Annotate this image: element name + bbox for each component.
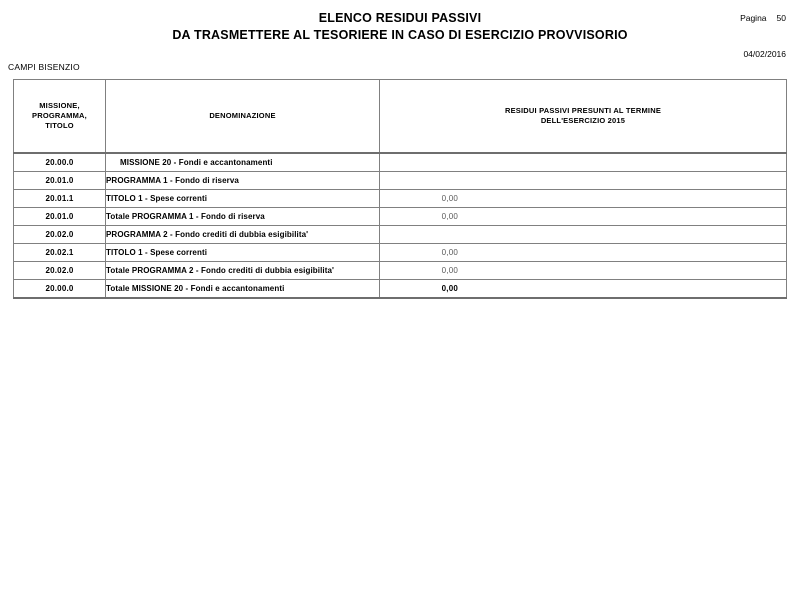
- cell-code: 20.02.0: [14, 226, 106, 244]
- cell-denominazione: PROGRAMMA 1 - Fondo di riserva: [106, 172, 380, 190]
- cell-value-text: 0,00: [441, 212, 458, 221]
- cell-denominazione: PROGRAMMA 2 - Fondo crediti di dubbia esigibilita': [106, 226, 380, 244]
- column-header-code-line-1: MISSIONE,: [39, 101, 80, 110]
- cell-denominazione: Totale PROGRAMMA 1 - Fondo di riserva: [106, 208, 380, 226]
- cell-code: 20.01.1: [14, 190, 106, 208]
- document-date: 04/02/2016: [743, 49, 786, 59]
- column-header-code-line-2: PROGRAMMA,: [32, 111, 87, 120]
- cell-denominazione: TITOLO 1 - Spese correnti: [106, 190, 380, 208]
- table-row-total: [14, 280, 787, 299]
- page-number-block: [740, 13, 786, 23]
- column-header-code-line-3: TITOLO: [45, 121, 74, 130]
- cell-value-text: 0,00: [441, 194, 458, 203]
- cell-value: [380, 226, 787, 244]
- table-header-row-group: [14, 80, 787, 154]
- cell-denominazione: MISSIONE 20 - Fondi e accantonamenti: [106, 153, 380, 172]
- cell-code: 20.02.0: [14, 262, 106, 280]
- cell-value: [380, 208, 787, 226]
- cell-denominazione: Totale MISSIONE 20 - Fondi e accantonamenti: [106, 280, 380, 299]
- cell-value: [380, 190, 787, 208]
- residui-table: [13, 79, 787, 299]
- cell-value: [380, 244, 787, 262]
- cell-denominazione: Totale PROGRAMMA 2 - Fondo crediti di dubbia esigibilita': [106, 262, 380, 280]
- column-header-denominazione: [106, 80, 380, 154]
- table-header-row: [14, 80, 787, 154]
- table-row: [14, 190, 787, 208]
- cell-value: [380, 262, 787, 280]
- page-title: ELENCO RESIDUI PASSIVI: [318, 11, 482, 25]
- page-subtitle: DA TRASMETTERE AL TESORIERE IN CASO DI ESERCIZIO PROVVISORIO: [172, 28, 628, 42]
- entity-name: CAMPI BISENZIO: [8, 62, 80, 72]
- column-header-residui-line-2: DELL'ESERCIZIO 2015: [540, 116, 626, 125]
- table-row: [14, 244, 787, 262]
- cell-code: 20.01.0: [14, 172, 106, 190]
- table-body: [14, 153, 787, 298]
- cell-code: 20.00.0: [14, 153, 106, 172]
- column-header-residui: [380, 80, 787, 154]
- cell-code: 20.01.0: [14, 208, 106, 226]
- table-row: [14, 262, 787, 280]
- cell-value-text: 0,00: [441, 248, 458, 257]
- cell-code: 20.02.1: [14, 244, 106, 262]
- table-row: [14, 208, 787, 226]
- page-number-value: 50: [776, 13, 786, 23]
- cell-value-text: 0,00: [441, 284, 458, 293]
- page-label-text: Pagina: [740, 13, 767, 23]
- cell-denominazione: TITOLO 1 - Spese correnti: [106, 244, 380, 262]
- table-row: [14, 153, 787, 172]
- cell-value: [380, 172, 787, 190]
- cell-value: [380, 153, 787, 172]
- column-header-denominazione-line-1: DENOMINAZIONE: [209, 111, 276, 120]
- residui-table-container: [13, 79, 786, 299]
- table-row: [14, 226, 787, 244]
- cell-value: [380, 280, 787, 299]
- table-row: [14, 172, 787, 190]
- document-title-block: [0, 11, 800, 43]
- column-header-code: [14, 80, 106, 154]
- column-header-residui-line-1: RESIDUI PASSIVI PRESUNTI AL TERMINE: [504, 106, 662, 115]
- cell-value-text: 0,00: [441, 266, 458, 275]
- cell-code: 20.00.0: [14, 280, 106, 299]
